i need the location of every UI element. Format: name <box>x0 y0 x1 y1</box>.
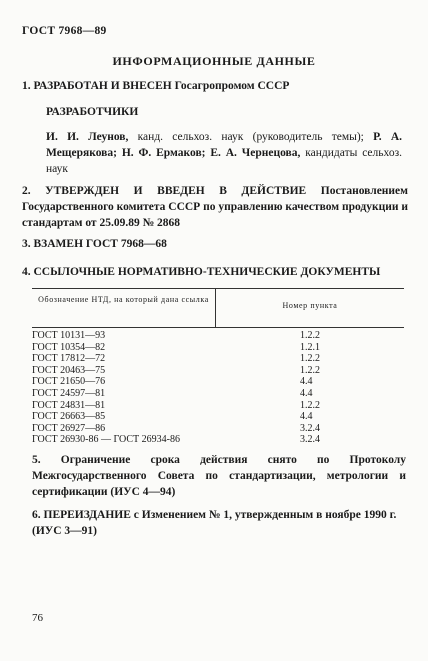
cell-document: ГОСТ 26663—85 <box>32 411 106 423</box>
table-row <box>32 400 404 412</box>
cell-document: ГОСТ 21650—76 <box>32 376 106 388</box>
table-row <box>32 388 404 400</box>
page-number: 76 <box>32 612 43 624</box>
section-5-validity: 5. Ограничение срока действия снято по Протоколу Межгосударственного Совета по стандартизации, метрологии и сертификации (ИУС 4—94) <box>32 454 406 498</box>
table-row <box>32 353 404 365</box>
cell-clause: 4.4 <box>300 387 313 399</box>
section-2-approved: 2. УТВЕРЖДЕН И ВВЕДЕН В ДЕЙСТВИЕ Постановлением Государственного комитета СССР по управлению качеством продукции и стандартам от 25.09.89 № 2868 <box>22 185 408 229</box>
developer-names-role: кандидаты сельхоз. наук <box>46 147 403 175</box>
cell-document: ГОСТ 24597—81 <box>32 387 106 399</box>
table-row <box>32 342 404 354</box>
page-title: ИНФОРМАЦИОННЫЕ ДАННЫЕ <box>112 54 316 68</box>
developer-lead-name: И. И. Леунов, <box>46 131 129 143</box>
developers-list <box>46 129 402 177</box>
table-row <box>32 434 404 446</box>
cell-clause: 3.2.4 <box>300 434 320 446</box>
table-row <box>32 423 404 435</box>
cell-clause: 1.2.2 <box>300 399 320 411</box>
cell-document: ГОСТ 24831—81 <box>32 399 106 411</box>
table-row <box>32 376 404 388</box>
developer-names: Р. А. Мещерякова; Н. Ф. Ермаков; Е. А. Чернецова, <box>46 131 403 159</box>
section-6-reissue: 6. ПЕРЕИЗДАНИЕ с Изменением № 1, утвержденным в ноябре 1990 г. (ИУС 3—91) <box>32 509 397 537</box>
table-body <box>32 328 404 446</box>
cell-document: ГОСТ 10131—93 <box>32 330 106 341</box>
cell-document: ГОСТ 26930-86 — ГОСТ 26934-86 <box>32 434 180 446</box>
cell-clause: 1.2.2 <box>300 353 320 365</box>
cell-clause: 4.4 <box>300 376 313 388</box>
developer-lead-role: канд. сельхоз. наук (руководитель темы); <box>128 131 374 143</box>
cell-clause: 1.2.2 <box>300 364 320 376</box>
cell-clause: 1.2.1 <box>300 341 320 353</box>
cell-document: ГОСТ 20463—75 <box>32 364 106 376</box>
cell-document: ГОСТ 10354—82 <box>32 341 106 353</box>
section-1-developed: 1. РАЗРАБОТАН И ВНЕСЕН Госагропромом СССР <box>22 80 290 92</box>
cell-document: ГОСТ 17812—72 <box>32 353 106 365</box>
column-header-document: Обозначение НТД, на который дана ссылка <box>38 295 209 304</box>
section-4-references: 4. ССЫЛОЧНЫЕ НОРМАТИВНО-ТЕХНИЧЕСКИЕ ДОКУМЕНТЫ <box>22 266 381 278</box>
developers-heading: РАЗРАБОТЧИКИ <box>46 106 139 118</box>
section-3-replaces: 3. ВЗАМЕН ГОСТ 7968—68 <box>22 238 167 250</box>
column-header-clause: Номер пункта <box>282 301 338 310</box>
table-row <box>32 411 404 423</box>
cell-clause: 1.2.2 <box>300 330 320 341</box>
standard-code-header: ГОСТ 7968—89 <box>22 25 107 37</box>
references-table <box>32 288 404 446</box>
table-row <box>32 330 404 342</box>
cell-document: ГОСТ 26927—86 <box>32 422 106 434</box>
table-row <box>32 365 404 377</box>
table-header <box>32 288 404 328</box>
cell-clause: 4.4 <box>300 411 313 423</box>
cell-clause: 3.2.4 <box>300 422 320 434</box>
